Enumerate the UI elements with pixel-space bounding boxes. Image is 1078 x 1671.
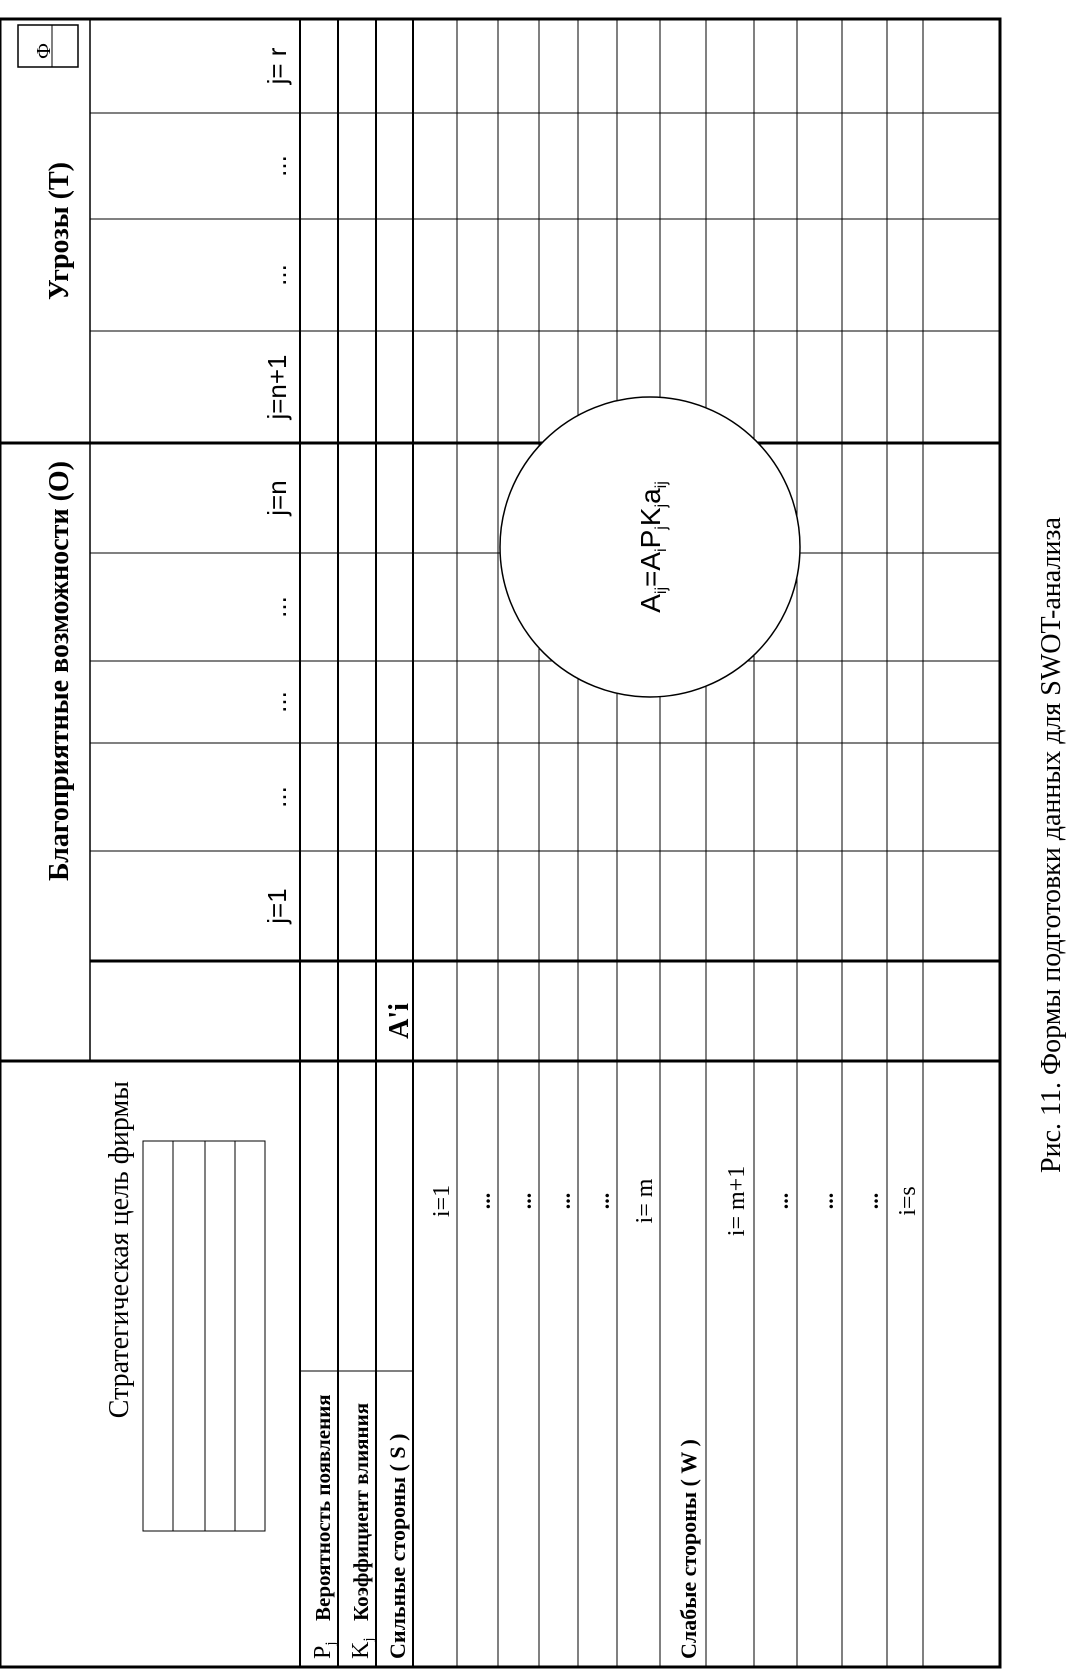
weaknesses-title: Слабые стороны ( W ) — [676, 1439, 701, 1659]
strategic-goal-label: Стратегическая цель фирмы — [104, 1081, 135, 1419]
opp-col-header: ... — [262, 786, 292, 808]
threats-title: Угрозы (T) — [44, 162, 75, 300]
threat-col-header: j= r — [262, 47, 292, 85]
opp-col-header: ... — [262, 596, 292, 618]
strengths-title: Сильные стороны ( S ) — [385, 1433, 410, 1659]
weakness-row-label: ... — [858, 1192, 883, 1210]
weakness-row-label: i=s — [895, 1186, 921, 1216]
opportunities-title: Благоприятные возможности (О) — [44, 461, 75, 881]
strength-row-label: ... — [511, 1192, 536, 1210]
influence-symbol: $K_j$ — [348, 1637, 377, 1659]
strength-row-label: ... — [550, 1192, 575, 1210]
probability-symbol: $P_j$ — [310, 1641, 339, 1659]
opp-col-header: ... — [262, 691, 292, 713]
probability-text: Вероятность появления — [311, 1394, 335, 1621]
weakness-row-label: ... — [813, 1192, 838, 1210]
weakness-row-label: ... — [768, 1192, 793, 1210]
threat-col-header: ... — [262, 155, 292, 177]
figure-caption: Рис. 11. Формы подготовки данных для SWOT-анализа — [1036, 517, 1067, 1173]
opp-col-header: j=1 — [262, 888, 292, 924]
table-border — [0, 19, 1000, 1667]
formula: $A_{ij}=A_iP_jK_ja_{ij}$ — [635, 481, 670, 613]
swot-table — [0, 19, 1067, 1667]
weakness-row-label: i= m+1 — [724, 1165, 750, 1237]
opp-col-header: j=n — [262, 480, 292, 516]
threat-col-header: ... — [262, 264, 292, 286]
strength-row-label: i= m — [632, 1178, 658, 1224]
influence-text: Коэффициент влияния — [349, 1402, 373, 1621]
threat-col-header: j=n+1 — [262, 354, 292, 420]
strength-row-label: ... — [589, 1192, 614, 1210]
row-lines — [338, 19, 923, 1667]
strength-row-label: ... — [470, 1192, 495, 1210]
strategic-goal-grid — [143, 1141, 265, 1531]
a-prime-label: A'i — [384, 1003, 415, 1039]
phi-label: Ф — [33, 43, 55, 59]
strength-row-label: i=1 — [429, 1184, 455, 1218]
